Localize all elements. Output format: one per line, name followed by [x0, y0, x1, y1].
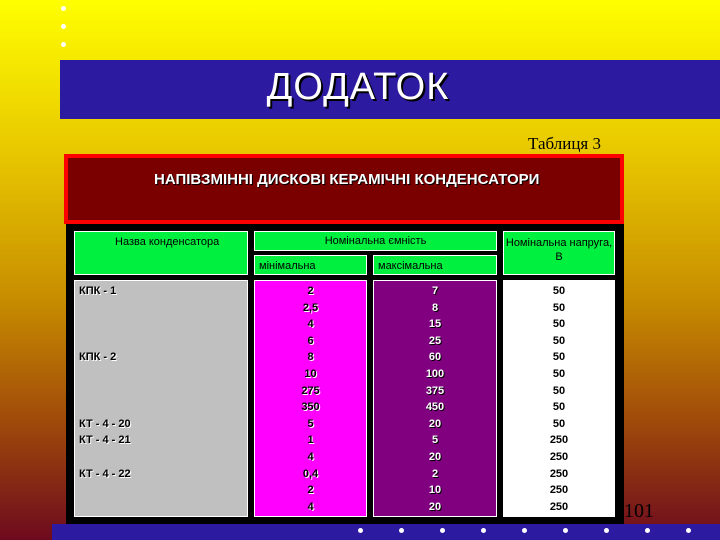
max-capacity-cell: 8: [431, 301, 439, 314]
max-capacity-cell: 5: [431, 434, 439, 447]
min-capacity-cell: 8: [307, 351, 314, 364]
max-capacity-cell: 7: [431, 285, 439, 297]
column-capacitor-names: [74, 280, 248, 517]
table-label: Таблиця 3: [528, 134, 601, 153]
capacitor-name-cell: [79, 499, 247, 516]
voltage-cell: 250: [549, 500, 569, 513]
bullet-dot: [440, 528, 445, 533]
voltage-cell: 250: [549, 484, 569, 497]
capacitor-name-cell: КТ - 4 - 20: [79, 417, 131, 430]
voltage-cell: 50: [552, 384, 566, 397]
bullet-dot: [358, 528, 363, 533]
min-capacity-cell: 2: [307, 484, 314, 497]
min-capacity-cell: 5: [307, 417, 314, 430]
capacitor-name-cell: [79, 300, 247, 317]
capacitor-name-cell: [79, 482, 247, 499]
max-capacity-cell: 20: [428, 417, 442, 430]
capacitor-name-cell: [79, 399, 247, 416]
capacitor-name-cell: [79, 316, 247, 333]
min-capacity-cell: 4: [307, 450, 314, 463]
voltage-cell: 50: [552, 334, 566, 347]
capacitor-name-cell: КТ - 4 - 21: [79, 434, 131, 447]
voltage-cell: 250: [549, 467, 569, 480]
capacitor-name-cell: [79, 333, 247, 350]
decorative-dots-top-left: [58, 6, 70, 60]
voltage-cell: 50: [552, 351, 566, 364]
min-capacity-cell: 4: [307, 500, 314, 513]
voltage-cell: 50: [552, 318, 566, 331]
capacitor-name-cell: КПК - 1: [79, 285, 117, 297]
header-max: максімальна: [373, 255, 497, 275]
capacitor-name-cell: КТ - 4 - 22: [79, 467, 131, 480]
min-capacity-cell: 10: [304, 367, 317, 380]
bullet-dot: [61, 24, 66, 29]
voltage-cell: 50: [552, 417, 566, 430]
min-capacity-cell: 2,5: [302, 301, 319, 314]
column-min-capacity: [254, 280, 367, 517]
capacitor-name-cell: КПК - 2: [79, 351, 117, 364]
min-capacity-cell: 0,4: [302, 467, 319, 480]
voltage-cell: 50: [552, 301, 566, 314]
max-capacity-cell: 2: [431, 467, 439, 480]
page-number: 101: [624, 500, 654, 522]
min-capacity-cell: 1: [307, 434, 314, 447]
voltage-cell: 50: [552, 367, 566, 380]
bullet-dot: [645, 528, 650, 533]
capacitor-name-cell: [79, 449, 247, 466]
table-heading: НАПІВЗМІННІ ДИСКОВІ КЕРАМІЧНІ КОНДЕНСАТОРИ: [154, 171, 540, 188]
voltage-cell: 250: [549, 434, 569, 447]
bullet-dot: [563, 528, 568, 533]
max-capacity-cell: 450: [425, 401, 445, 414]
min-capacity-cell: 275: [301, 384, 320, 397]
bullet-dot: [399, 528, 404, 533]
voltage-cell: 50: [552, 401, 566, 414]
bullet-dot: [604, 528, 609, 533]
min-capacity-cell: 4: [307, 318, 314, 331]
capacitor-name-cell: [79, 383, 247, 400]
max-capacity-cell: 375: [425, 384, 445, 397]
decorative-dots-bottom: [344, 528, 720, 536]
min-capacity-cell: 350: [301, 401, 320, 414]
column-max-capacity: [373, 280, 497, 517]
max-capacity-cell: 10: [428, 484, 442, 497]
header-name: Назва конденсатора: [74, 231, 248, 275]
header-voltage: Номінальна напруга, В: [503, 231, 615, 275]
capacitor-name-cell: [79, 366, 247, 383]
min-capacity-cell: 6: [307, 334, 314, 347]
bullet-dot: [481, 528, 486, 533]
header-capacity: Номінальна ємність: [254, 231, 497, 251]
bullet-dot: [61, 6, 66, 11]
bullet-dot: [522, 528, 527, 533]
table-heading-box: [64, 154, 624, 224]
column-rated-voltage: [503, 280, 615, 517]
max-capacity-cell: 20: [428, 500, 442, 513]
header-min: мінімальна: [254, 255, 367, 275]
bullet-dot: [686, 528, 691, 533]
min-capacity-cell: 2: [307, 285, 314, 297]
max-capacity-cell: 60: [428, 351, 442, 364]
max-capacity-cell: 25: [428, 334, 442, 347]
max-capacity-cell: 15: [428, 318, 442, 331]
max-capacity-cell: 100: [425, 367, 445, 380]
voltage-cell: 50: [552, 285, 566, 297]
capacitor-table: [66, 224, 624, 524]
slide-title: ДОДАТОК: [266, 66, 450, 108]
title-bar: [60, 60, 720, 119]
max-capacity-cell: 20: [428, 450, 442, 463]
voltage-cell: 250: [549, 450, 569, 463]
bullet-dot: [61, 42, 66, 47]
